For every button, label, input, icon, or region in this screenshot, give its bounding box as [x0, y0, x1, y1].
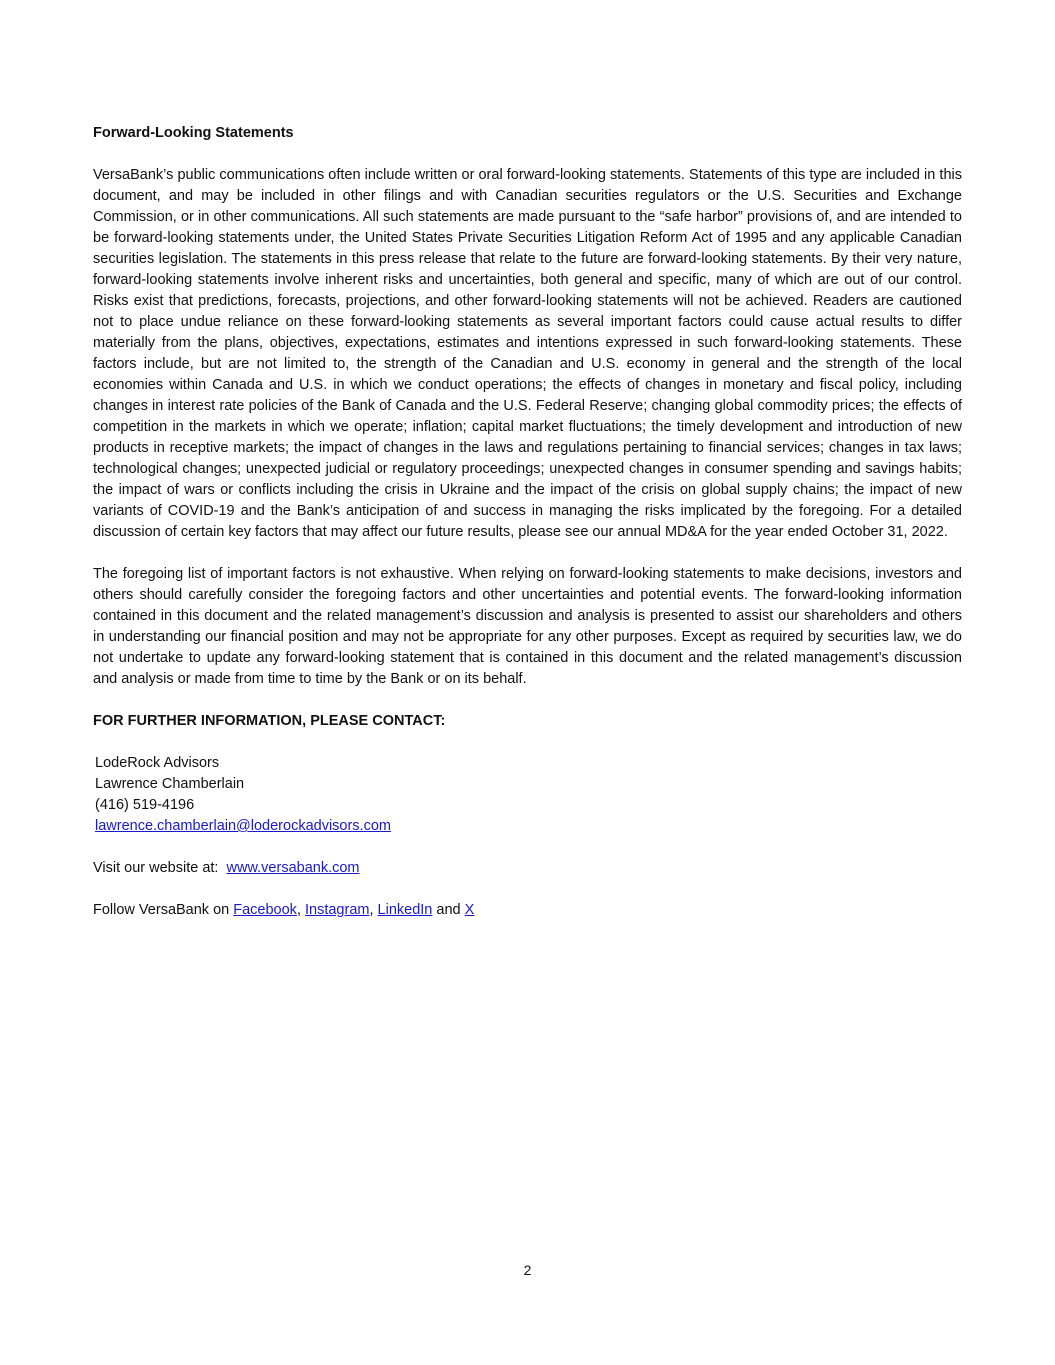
social-prefix: Follow VersaBank on	[93, 902, 230, 918]
spacer	[93, 837, 962, 858]
website-label: Visit our website at:	[93, 860, 219, 876]
contact-phone: (416) 519-4196	[95, 797, 195, 813]
x-link[interactable]: X	[464, 902, 475, 918]
forward-looking-paragraph-2: The foregoing list of important factors is not exhaustive. When relying on forward-looking statements to make decisions, investors and others should carefully consider the foregoing factors and other uncertainties and potential events. The forward-looking information contained in this document and the related management’s discussion and analysis is presented to assist our shareholders and others in understanding our financial position and may not be appropriate for any other purposes. Except as required by securities law, we do not undertake to update any forward-looking statement that is contained in this document and the related management’s discussion and analysis or made from time to time by the Bank or on its behalf.	[93, 566, 962, 687]
instagram-link[interactable]: Instagram	[305, 902, 370, 918]
spacer	[93, 690, 962, 711]
page-number: 2	[523, 1262, 532, 1278]
website-link[interactable]: www.versabank.com	[226, 860, 360, 876]
spacer	[93, 879, 962, 900]
contact-heading: FOR FURTHER INFORMATION, PLEASE CONTACT:	[93, 713, 446, 729]
contact-name: Lawrence Chamberlain	[95, 776, 245, 792]
social-line: Follow VersaBank on Facebook, Instagram, LinkedIn and X	[93, 902, 475, 918]
contact-company: LodeRock Advisors	[95, 755, 220, 771]
social-and: and	[436, 902, 461, 918]
document-page	[93, 123, 962, 921]
forward-looking-paragraph-1: VersaBank’s public communications often include written or oral forward-looking statements. Statements of this type are included in this document, and may be included in other filings and with Canadian securities regulators or the U.S. Securities and Exchange Commission, or in other communications. All such statements are made pursuant to the “safe harbor” provisions of, and are intended to be forward-looking statements under, the United States Private Securities Litigation Reform Act of 1995 and any applicable Canadian securities legislation. The statements in this press release that relate to the future are forward-looking statements. By their very nature, forward-looking statements involve inherent risks and uncertainties, both general and specific, many of which are out of our control. Risks exist that predictions, forecasts, projections, and other forward-looking statements will not be achieved. Readers are cautioned not to place undue reliance on these forward-looking statements as several important factors could cause actual results to differ materially from the plans, objectives, expectations, estimates and intentions expressed in such forward-looking statements. These factors include, but are not limited to, the strength of the Canadian and U.S. economy in general and the strength of the local economies within Canada and U.S. in which we conduct operations; the effects of changes in monetary and fiscal policy, including changes in interest rate policies of the Bank of Canada and the U.S. Federal Reserve; changing global commodity prices; the effects of competition in the markets in which we operate; inflation; capital market fluctuations; the timely development and introduction of new products in receptive markets; the impact of changes in the laws and regulations pertaining to financial services; changes in tax laws; technological changes; unexpected judicial or regulatory proceedings; unexpected changes in consumer spending and savings habits; the impact of wars or conflicts including the crisis in Ukraine and the impact of the crisis on global supply chains; the impact of new variants of COVID-19 and the Bank’s anticipation of and success in managing the risks implicated by the foregoing. For a detailed discussion of certain key factors that may affect our future results, please see our annual MD&A for the year ended October 31, 2022.	[93, 167, 962, 540]
section-heading: Forward-Looking Statements	[93, 125, 294, 141]
contact-block	[95, 753, 962, 837]
spacer	[93, 144, 962, 165]
website-line	[93, 858, 962, 879]
spacer	[93, 543, 962, 564]
linkedin-link[interactable]: LinkedIn	[377, 902, 433, 918]
facebook-link[interactable]: Facebook	[233, 902, 297, 918]
contact-email-link[interactable]: lawrence.chamberlain@loderockadvisors.com	[95, 818, 391, 834]
spacer	[93, 732, 962, 753]
